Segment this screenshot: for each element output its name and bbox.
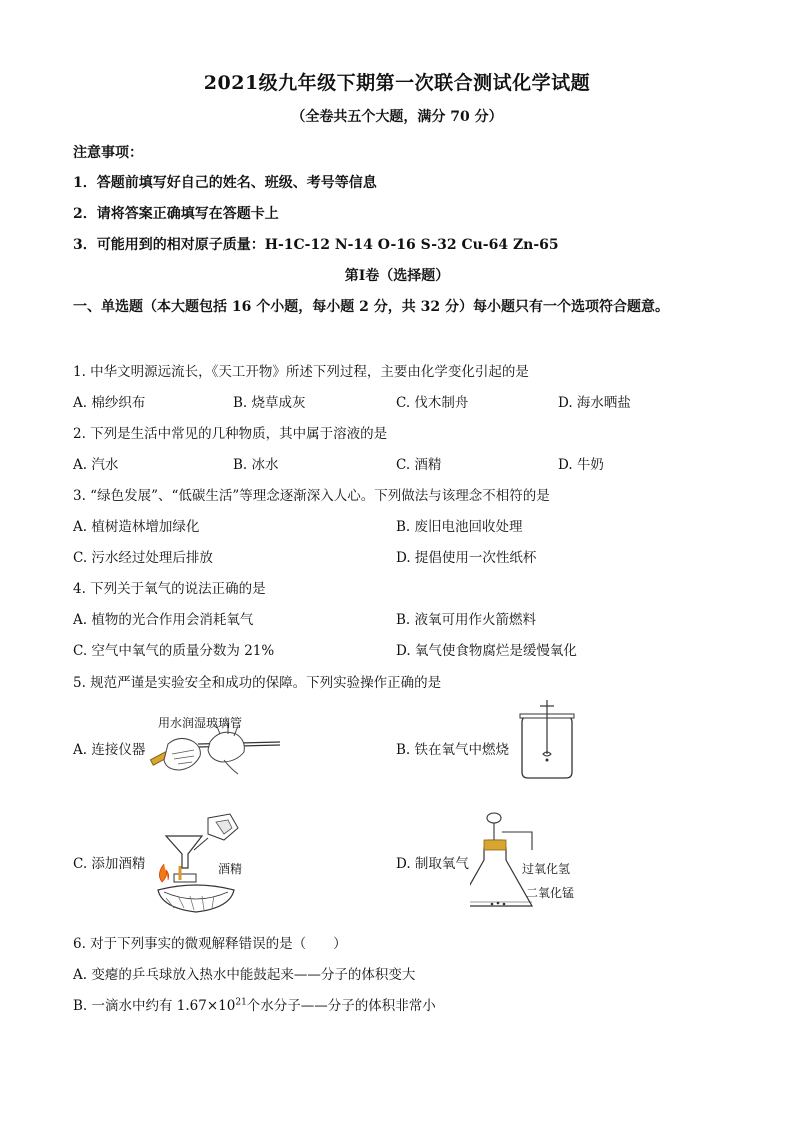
option-a: A. 植物的光合作用会消耗氧气 bbox=[73, 612, 254, 628]
alcohol-lamp-icon bbox=[150, 812, 260, 918]
figure-label: 用水润湿玻璃管 bbox=[158, 716, 243, 730]
option-b-suffix: 个水分子——分子的体积非常小 bbox=[246, 998, 436, 1014]
option-d: D. 牛奶 bbox=[558, 457, 604, 473]
option-b: B. 铁在氧气中燃烧 bbox=[396, 742, 510, 758]
question-stem: 4. 下列关于氧气的说法正确的是 bbox=[73, 581, 266, 597]
option-b: B. 烧草成灰 bbox=[233, 395, 306, 411]
add-alcohol-figure bbox=[150, 812, 260, 918]
note-item: 1．答题前填写好自己的姓名、班级、考号等信息 bbox=[73, 175, 377, 191]
question-stem: 3. “绿色发展”、“低碳生活”等理念逐渐深入人心。下列做法与该理念不相符的是 bbox=[73, 488, 550, 504]
question-stem: 6. 对于下列事实的微观解释错误的是（ ） bbox=[73, 936, 347, 952]
option-b-exponent: 21 bbox=[235, 997, 247, 1008]
question-stem: 2. 下列是生活中常见的几种物质，其中属于溶液的是 bbox=[73, 426, 388, 442]
option-b: B. 液氧可用作火箭燃料 bbox=[396, 612, 537, 628]
option-c: C. 污水经过处理后排放 bbox=[73, 550, 213, 566]
option-c: C. 伐木制舟 bbox=[396, 395, 469, 411]
option-d: D. 制取氧气 bbox=[396, 856, 469, 872]
section-heading: 一、单选题（本大题包括 16 个小题，每小题 2 分，共 32 分）每小题只有一个选项符合题意。 bbox=[73, 299, 669, 315]
option-c: C. 添加酒精 bbox=[73, 856, 146, 872]
question-stem: 1. 中华文明源远流长，《天工开物》所述下列过程，主要由化学变化引起的是 bbox=[73, 364, 529, 380]
volume-title: 第Ⅰ卷（选择题） bbox=[344, 268, 450, 284]
option-a: A. 植树造林增加绿化 bbox=[73, 519, 200, 535]
option-b-prefix: B. 一滴水中约有 1.67×10 bbox=[73, 998, 236, 1014]
option-d: D. 提倡使用一次性纸杯 bbox=[396, 550, 537, 566]
option-a: A. 棉纱织布 bbox=[73, 395, 146, 411]
figure-label: 酒精 bbox=[218, 862, 243, 876]
option-b: B. 废旧电池回收处理 bbox=[396, 519, 523, 535]
page-subtitle: （全卷共五个大题，满分 70 分） bbox=[291, 109, 503, 125]
page-title: 2021级九年级下期第一次联合测试化学试题 bbox=[203, 72, 591, 94]
iron-burning-figure bbox=[512, 700, 582, 780]
option-d: D. 海水晒盐 bbox=[558, 395, 631, 411]
question-stem: 5. 规范严谨是实验安全和成功的保障。下列实验操作正确的是 bbox=[73, 675, 442, 691]
note-item: 2．请将答案正确填写在答题卡上 bbox=[73, 206, 279, 222]
option-a: A. 变瘪的乒乓球放入热水中能鼓起来——分子的体积变大 bbox=[73, 967, 416, 983]
gas-bottle-icon bbox=[512, 700, 582, 780]
option-a: A. 汽水 bbox=[73, 457, 119, 473]
notes-heading: 注意事项： bbox=[73, 145, 143, 161]
option-c: C. 酒精 bbox=[396, 457, 442, 473]
option-a: A. 连接仪器 bbox=[73, 742, 146, 758]
figure-label: 二氧化锰 bbox=[526, 886, 575, 900]
option-d: D. 氧气使食物腐烂是缓慢氧化 bbox=[396, 643, 577, 659]
option-b: B. 冰水 bbox=[233, 457, 279, 473]
figure-label: 过氧化氢 bbox=[522, 862, 571, 876]
option-c: C. 空气中氧气的质量分数为 21% bbox=[73, 643, 275, 659]
note-item: 3．可能用到的相对原子质量：H-1C-12 N-14 O-16 S-32 Cu-64 Zn-65 bbox=[73, 237, 559, 253]
option-b bbox=[73, 994, 436, 1014]
